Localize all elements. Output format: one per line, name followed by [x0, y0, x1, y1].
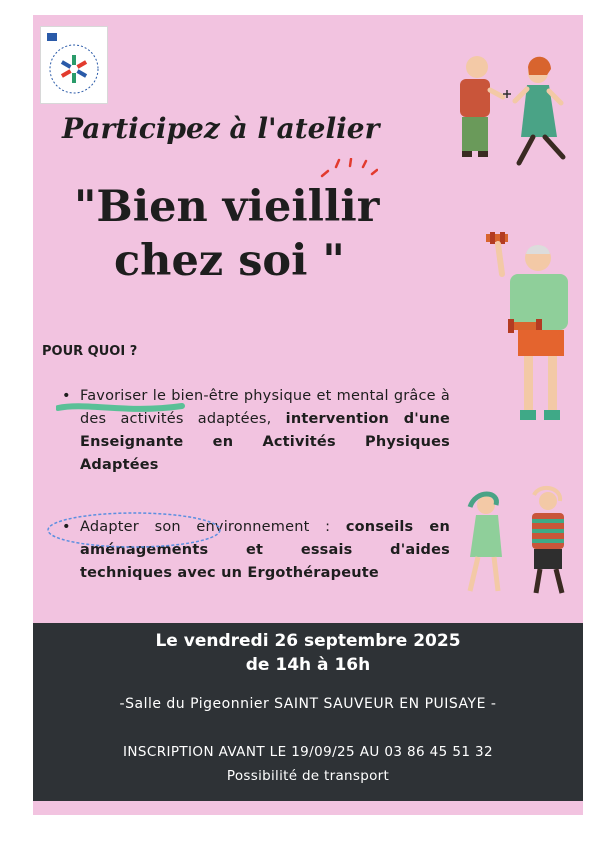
- title-line-chez-soi: chez soi ": [114, 236, 345, 286]
- title-participez: Participez à l'atelier: [62, 112, 380, 145]
- title-line-bien-vieillir: "Bien vieillir: [74, 182, 380, 232]
- bullet-2-strong: conseils en aménagements et essais d'aides techniques avec un Ergothérapeute: [80, 519, 450, 581]
- event-inscription: INSCRIPTION AVANT LE 19/09/25 AU 03 86 45 51 32: [123, 744, 493, 760]
- event-transport: Possibilité de transport: [226, 768, 390, 784]
- title-bien-vieillir: [74, 180, 454, 288]
- logo-emblem-icon: [44, 37, 104, 99]
- blue-circle-scribble-icon: [44, 508, 224, 552]
- bullet-dot-icon: •: [62, 388, 71, 404]
- organization-logo: [40, 26, 108, 104]
- bullet-1-lead: Favoriser le bien-être physique et mental grâce à des activités adaptées,: [80, 388, 450, 427]
- event-banner: [33, 623, 583, 801]
- bullet-2-lead: Adapter son environnement :: [80, 519, 331, 535]
- event-place: -Salle du Pigeonnier SAINT SAUVEUR EN PUISAYE -: [119, 696, 497, 712]
- dumbbell-man-illustration-icon: [480, 230, 580, 440]
- event-time: de 14h à 16h: [245, 655, 371, 675]
- bullet-1-strong: intervention d'une Enseignante en Activités Physiques Adaptées: [80, 411, 451, 473]
- bullet-dot-icon: •: [62, 519, 71, 535]
- couple-illustration-icon: [435, 45, 575, 180]
- event-date: Le vendredi 26 septembre 2025: [155, 631, 461, 651]
- green-highlight-scribble-icon: [56, 398, 186, 416]
- section-pourquoi: POUR QUOI ?: [42, 344, 138, 359]
- accent-sparks-icon: [318, 158, 378, 180]
- stretching-pair-illustration-icon: [440, 485, 580, 600]
